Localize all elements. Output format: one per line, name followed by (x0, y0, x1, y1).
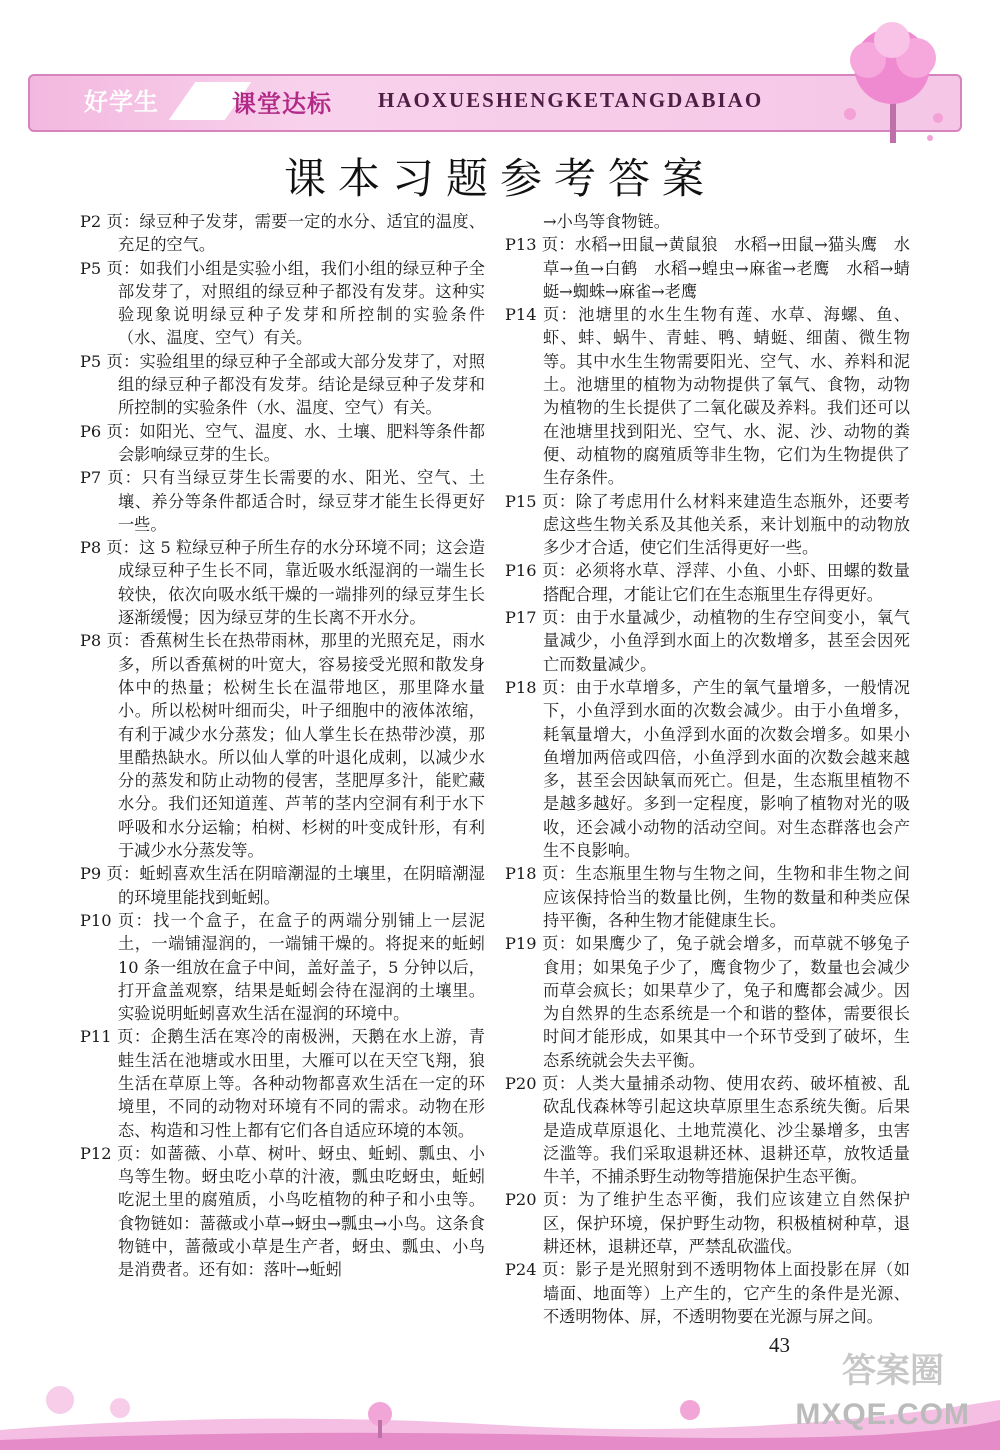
decorative-tree-icon (830, 18, 960, 153)
answer-entry: P5 页：如我们小组是实验小组，我们小组的绿豆种子全部发芽了，对照组的绿豆种子都没有发芽。这种实验现象说明绿豆种子发芽和所控制的实验条件（水、温度、空气）有关。 (80, 258, 485, 348)
page-number: 43 (769, 1333, 790, 1357)
header-logo: 好学生 (84, 88, 159, 116)
header-subtitle: 课堂达标 (232, 90, 332, 118)
answer-entry: P12 页：如蔷薇、小草、树叶、蚜虫、蚯蚓、瓢虫、小鸟等生物。蚜虫吃小草的汁液，瓢虫吃蚜虫，蚯蚓吃泥土里的腐殖质，小鸟吃植物的种子和小虫等。食物链如：蔷薇或小草→蚜虫→瓢虫→小鸟。这条食物链中，蔷薇或小草是生产者，蚜虫、瓢虫、小鸟是消费者。还有如：落叶→蚯蚓 (80, 1143, 485, 1280)
left-column (80, 210, 485, 1350)
answer-entry: P13 页：水稻→田鼠→黄鼠狼 水稻→田鼠→猫头鹰 水草→鱼→白鹤 水稻→蝗虫→麻雀→老鹰 水稻→蜻蜓→蜘蛛→麻雀→老鹰 (505, 235, 910, 301)
answer-columns (80, 210, 910, 1350)
answer-entry: P9 页：蚯蚓喜欢生活在阴暗潮湿的土壤里，在阴暗潮湿的环境里能找到蚯蚓。 (80, 864, 485, 907)
answer-entry: P8 页：香蕉树生长在热带雨林，那里的光照充足，雨水多，所以香蕉树的叶宽大，容易接受光照和散发身体中的热量；松树生长在温带地区，那里降水量小。所以松树叶细而尖，叶子细胞中的液体浓缩，有利于减少水分蒸发；仙人掌生长在热带沙漠，那里酷热缺水。所以仙人掌的叶退化成刺，以减少水分的蒸发和防止动物的侵害，茎肥厚多汁，能贮藏水分。我们还知道莲、芦苇的茎内空洞有利于水下呼吸和水分运输；柏树、杉树的叶变成针形，有利于减少水分蒸发等。 (80, 631, 485, 861)
answer-entry: P5 页：实验组里的绿豆种子全部或大部分发芽了，对照组的绿豆种子都没有发芽。结论是绿豆种子发芽和所控制的实验条件（水、温度、空气）有关。 (80, 351, 485, 418)
right-column (505, 210, 910, 1350)
page-title: 课本习题参考答案 (283, 154, 716, 203)
answer-entry: P20 页：为了维护生态平衡，我们应该建立自然保护区，保护环境，保护野生动物，积极植树种草，退耕还林，退耕还草，严禁乱砍滥伐。 (505, 1190, 910, 1257)
answer-entry-continued: →小鸟等食物链。 (543, 212, 670, 231)
answer-entry: P17 页：由于水量减少，动植物的生存空间变小，氧气量减少，小鱼浮到水面上的次数增多，甚至会因死亡而数量减少。 (505, 608, 910, 674)
answer-entry: P19 页：如果鹰少了，兔子就会增多，而草就不够兔子食用；如果兔子少了，鹰食物少了，数量也会减少而草会疯长；如果草少了，兔子和鹰都会减少。因为自然界的生态系统是一个和谐的整体，需要很长时间才能形成，如果其中一个环节受到了破坏，生态系统就会失去平衡。 (505, 934, 910, 1070)
answer-entry: P16 页：必须将水草、浮萍、小鱼、小虾、田螺的数量搭配合理，才能让它们在生态瓶里生存得更好。 (505, 561, 910, 604)
answer-entry: P15 页：除了考虑用什么材料来建造生态瓶外，还要考虑这些生物关系及其他关系，来计划瓶中的动物放多少才合适，使它们生活得更好一些。 (505, 491, 910, 558)
watermark-url: MXQE.COM (795, 1398, 970, 1431)
answer-entry: P24 页：影子是光照射到不透明物体上面投影在屏（如墙面、地面等）上产生的，它产生的条件是光源、不透明物体、屏，不透明物要在光源与屏之间。 (505, 1260, 910, 1326)
answer-entry: P18 页：由于水草增多，产生的氧气量增多，一般情况下，小鱼浮到水面的次数会减少。由于小鱼增多，耗氧量增大，小鱼浮到水面的次数会增多。如果小鱼增加两倍或四倍，小鱼浮到水面的次数会越来越多，甚至会因缺氧而死亡。但是，生态瓶里植物不是越多越好。多到一定程度，影响了植物对光的吸收，还会减小动物的活动空间。对生态群落也会产生不良影响。 (505, 677, 910, 861)
answer-entry: P2 页：绿豆种子发芽，需要一定的水分、适宜的温度、充足的空气。 (80, 212, 485, 255)
watermark-logo: 答案圈 (842, 1351, 944, 1391)
answer-entry: P14 页：池塘里的水生生物有莲、水草、海螺、鱼、虾、蚌、蜗牛、青蛙、鸭、蜻蜓、细菌、微生物等。其中水生生物需要阳光、空气、水、养料和泥土。池塘里的植物为动物提供了氧气、食物，动物为植物的生长提供了二氧化碳及养料。我们还可以在池塘里找到阳光、空气、水、泥、沙、动物的粪便、动植物的腐殖质等非生物，它们为生物提供了生存条件。 (505, 305, 910, 488)
answer-entry: P20 页：人类大量捕杀动物、使用农药、破坏植被、乱砍乱伐森林等引起这块草原里生态系统失衡。后果是造成草原退化、土地荒漠化、沙尘暴增多，虫害泛滥等。我们采取退耕还林、退耕还草，放牧适量牛羊，不捕杀野生动物等措施保护生态平衡。 (505, 1073, 910, 1187)
answer-entry: P8 页：这 5 粒绿豆种子所生存的水分环境不同；这会造成绿豆种子生长不同，靠近吸水纸湿润的一端生长较快，依次向吸水纸干燥的一端排列的绿豆芽生长逐渐缓慢；因为绿豆芽的生长离不开水分。 (80, 538, 485, 628)
answer-entry: P7 页：只有当绿豆芽生长需要的水、阳光、空气、土壤、养分等条件都适合时，绿豆芽才能生长得更好一些。 (80, 468, 485, 534)
answer-entry: P11 页：企鹅生活在寒冷的南极洲，天鹅在水上游，青蛙生活在池塘或水田里，大雁可以在天空飞翔，狼生活在草原上等。各种动物都喜欢生活在一定的环境里，不同的动物对环境有不同的需求。动物在形态、构造和习性上都有它们各自适应环境的本领。 (80, 1027, 485, 1140)
answer-entry: P10 页：找一个盒子，在盒子的两端分别铺上一层泥土，一端铺湿润的，一端铺干燥的。将捉来的蚯蚓 10 条一组放在盒子中间，盖好盖子，5 分钟以后，打开盒盖观察，结果是蚯蚓会待在湿润的土壤里。实验说明蚯蚓喜欢生活在湿润的环境中。 (80, 910, 485, 1024)
answer-entry: P6 页：如阳光、空气、温度、水、土壤、肥料等条件都会影响绿豆芽的生长。 (80, 421, 485, 464)
header-pinyin: HAOXUESHENGKETANGDABIAO (378, 88, 764, 112)
answer-entry: P18 页：生态瓶里生物与生物之间，生物和非生物之间应该保持恰当的数量比例，生物的数量和种类应保持平衡，各种生物才能健康生长。 (505, 864, 910, 930)
